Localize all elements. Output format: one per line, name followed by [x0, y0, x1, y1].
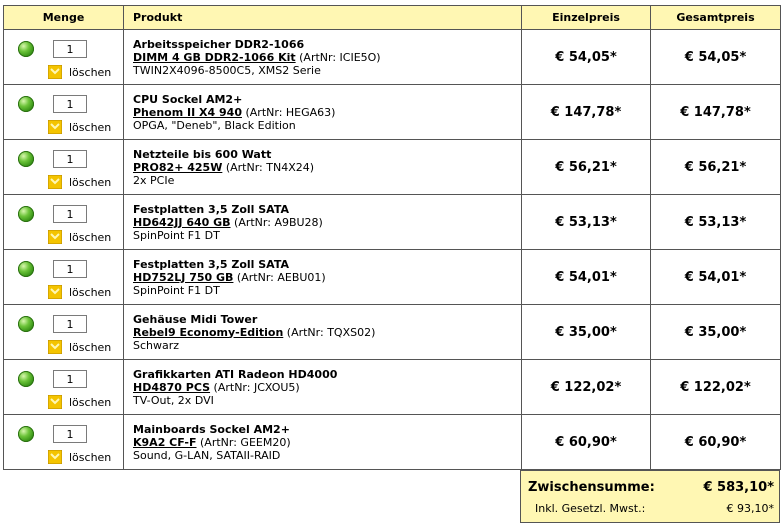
cart-row [4, 305, 781, 360]
total-price: € 122,02* [651, 360, 781, 415]
quantity-input[interactable] [53, 40, 87, 58]
product-artnr: (ArtNr: AEBU01) [233, 270, 326, 284]
product-description: OPGA, "Deneb", Black Edition [133, 118, 296, 132]
header-produkt: Produkt [124, 6, 522, 30]
quantity-cell [4, 85, 124, 140]
product-artnr: (ArtNr: GEEM20) [196, 435, 291, 449]
delete-button[interactable] [48, 285, 111, 299]
delete-button[interactable] [48, 175, 111, 189]
yellow-delete-icon [48, 340, 62, 354]
product-name-link[interactable]: HD752LJ 750 GB [133, 270, 234, 284]
product-cell [124, 250, 522, 305]
product-cell [124, 30, 522, 85]
quantity-cell [4, 250, 124, 305]
product-category: Mainboards Sockel AM2+ [133, 422, 290, 436]
product-cell [124, 140, 522, 195]
product-category: Arbeitsspeicher DDR2-1066 [133, 37, 305, 51]
green-status-dot-icon [18, 371, 34, 387]
green-status-dot-icon [18, 261, 34, 277]
product-name-link[interactable]: HD4870 PCS [133, 380, 211, 394]
delete-button[interactable] [48, 230, 111, 244]
cart-row [4, 30, 781, 85]
quantity-cell [4, 30, 124, 85]
product-category: Festplatten 3,5 Zoll SATA [133, 257, 290, 271]
product-line [133, 381, 521, 394]
product-cell [124, 85, 522, 140]
subtotal-label: Zwischensumme: [528, 480, 655, 495]
cart-table [3, 5, 781, 470]
yellow-delete-icon [48, 120, 62, 134]
product-artnr: (ArtNr: ICIE5O) [295, 50, 381, 64]
quantity-cell [4, 195, 124, 250]
unit-price: € 53,13* [522, 195, 651, 250]
product-description: TV-Out, 2x DVI [133, 393, 214, 407]
product-line [133, 436, 521, 449]
header-menge: Menge [4, 6, 124, 30]
product-description: 2x PCIe [133, 173, 175, 187]
delete-button[interactable] [48, 395, 111, 409]
delete-button[interactable] [48, 65, 111, 79]
product-name-link[interactable]: Phenom II X4 940 [133, 105, 242, 119]
quantity-input[interactable] [53, 315, 87, 333]
product-name-link[interactable]: DIMM 4 GB DDR2-1066 Kit [133, 50, 296, 64]
green-status-dot-icon [18, 96, 34, 112]
green-status-dot-icon [18, 426, 34, 442]
yellow-delete-icon [48, 230, 62, 244]
product-category: CPU Sockel AM2+ [133, 92, 243, 106]
delete-label: löschen [69, 230, 112, 244]
tax-value: € 93,10* [726, 502, 774, 515]
product-artnr: (ArtNr: A9BU28) [230, 215, 323, 229]
cart-body [4, 30, 781, 470]
delete-button[interactable] [48, 340, 111, 354]
delete-label: löschen [69, 340, 112, 354]
total-price: € 54,05* [651, 30, 781, 85]
product-description: Sound, G-LAN, SATAII-RAID [133, 448, 281, 462]
product-cell [124, 195, 522, 250]
unit-price: € 54,01* [522, 250, 651, 305]
quantity-input[interactable] [53, 370, 87, 388]
product-description: SpinPoint F1 DT [133, 283, 220, 297]
product-line [133, 51, 521, 64]
header-einzelpreis: Einzelpreis [522, 6, 651, 30]
cart-row [4, 195, 781, 250]
product-description: SpinPoint F1 DT [133, 228, 220, 242]
product-description: Schwarz [133, 338, 180, 352]
product-artnr: (ArtNr: TN4X24) [222, 160, 315, 174]
total-price: € 54,01* [651, 250, 781, 305]
delete-label: löschen [69, 120, 112, 134]
product-line [133, 271, 521, 284]
tax-label: Inkl. Gesetzl. Mwst.: [535, 502, 646, 515]
unit-price: € 60,90* [522, 415, 651, 470]
quantity-input[interactable] [53, 260, 87, 278]
tax-row [535, 502, 774, 515]
quantity-cell [4, 360, 124, 415]
green-status-dot-icon [18, 151, 34, 167]
product-line [133, 216, 521, 229]
quantity-input[interactable] [53, 205, 87, 223]
product-category: Festplatten 3,5 Zoll SATA [133, 202, 290, 216]
summary-box [520, 470, 780, 523]
product-line [133, 106, 521, 119]
green-status-dot-icon [18, 41, 34, 57]
unit-price: € 147,78* [522, 85, 651, 140]
yellow-delete-icon [48, 65, 62, 79]
unit-price: € 54,05* [522, 30, 651, 85]
total-price: € 35,00* [651, 305, 781, 360]
cart-header-row [4, 6, 781, 30]
product-line [133, 326, 521, 339]
cart-row [4, 140, 781, 195]
quantity-input[interactable] [53, 425, 87, 443]
product-cell [124, 415, 522, 470]
product-description: TWIN2X4096-8500C5, XMS2 Serie [133, 63, 321, 77]
quantity-input[interactable] [53, 150, 87, 168]
yellow-delete-icon [48, 175, 62, 189]
product-artnr: (ArtNr: HEGA63) [241, 105, 336, 119]
yellow-delete-icon [48, 450, 62, 464]
total-price: € 56,21* [651, 140, 781, 195]
product-cell [124, 360, 522, 415]
delete-label: löschen [69, 395, 112, 409]
cart-row [4, 360, 781, 415]
delete-button[interactable] [48, 450, 111, 464]
product-artnr: (ArtNr: JCXOU5) [210, 380, 300, 394]
delete-label: löschen [69, 175, 112, 189]
quantity-cell [4, 305, 124, 360]
product-name-link[interactable]: HD642JJ 640 GB [133, 215, 231, 229]
delete-button[interactable] [48, 120, 111, 134]
green-status-dot-icon [18, 316, 34, 332]
product-name-link[interactable]: PRO82+ 425W [133, 160, 223, 174]
subtotal-row [528, 480, 774, 495]
cart-row [4, 415, 781, 470]
cart-row [4, 250, 781, 305]
yellow-delete-icon [48, 395, 62, 409]
yellow-delete-icon [48, 285, 62, 299]
cart-row [4, 85, 781, 140]
product-category: Grafikkarten ATI Radeon HD4000 [133, 367, 338, 381]
total-price: € 53,13* [651, 195, 781, 250]
quantity-cell [4, 140, 124, 195]
green-status-dot-icon [18, 206, 34, 222]
header-gesamtpreis: Gesamtpreis [651, 6, 781, 30]
product-category: Netzteile bis 600 Watt [133, 147, 272, 161]
product-name-link[interactable]: K9A2 CF-F [133, 435, 197, 449]
unit-price: € 122,02* [522, 360, 651, 415]
delete-label: löschen [69, 285, 112, 299]
total-price: € 60,90* [651, 415, 781, 470]
product-category: Gehäuse Midi Tower [133, 312, 258, 326]
quantity-input[interactable] [53, 95, 87, 113]
unit-price: € 56,21* [522, 140, 651, 195]
subtotal-value: € 583,10* [703, 480, 774, 495]
product-artnr: (ArtNr: TQXS02) [283, 325, 376, 339]
delete-label: löschen [69, 65, 112, 79]
delete-label: löschen [69, 450, 112, 464]
unit-price: € 35,00* [522, 305, 651, 360]
product-cell [124, 305, 522, 360]
total-price: € 147,78* [651, 85, 781, 140]
product-line [133, 161, 521, 174]
quantity-cell [4, 415, 124, 470]
product-name-link[interactable]: Rebel9 Economy-Edition [133, 325, 284, 339]
